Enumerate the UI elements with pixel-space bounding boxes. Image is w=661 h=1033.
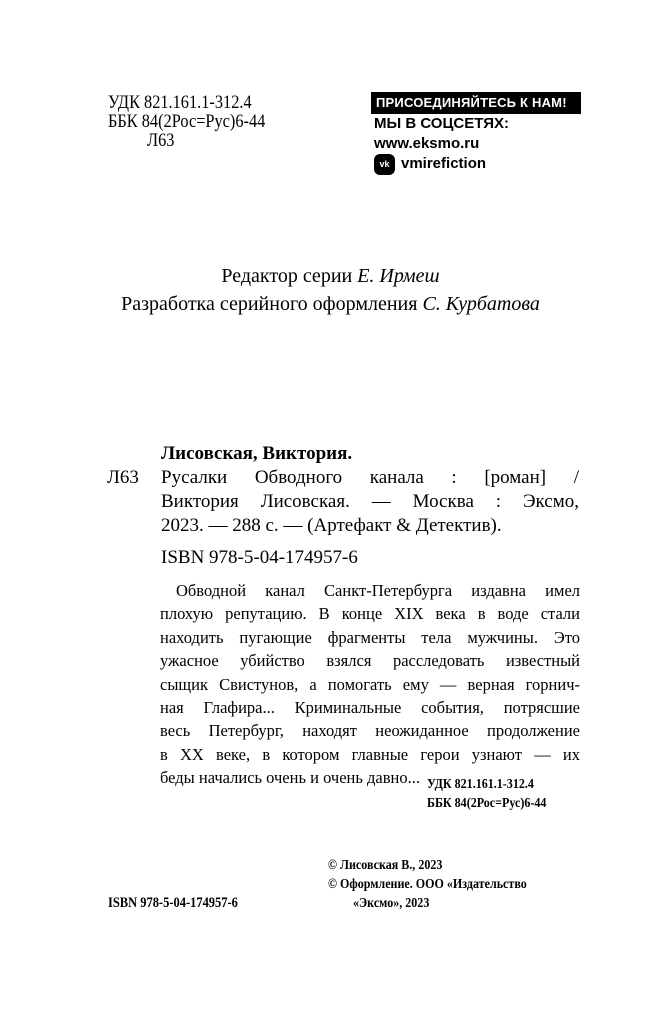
annotation-line: беды начались очень и очень давно...	[160, 768, 420, 788]
vk-handle[interactable]: vmirefiction	[401, 155, 487, 172]
author-heading: Лисовская, Виктория.	[161, 443, 353, 464]
bib-line-2: Виктория Лисовская. — Москва : Эксмо,	[161, 491, 579, 512]
annotation-line: весь Петербург, находят неожиданное продолжение	[160, 721, 580, 741]
bbk-code: ББК 84(2Рос=Рус)6-44	[108, 111, 266, 132]
social-networks-label: МЫ В СОЦСЕТЯХ:	[374, 115, 510, 132]
bib-author-mark: Л63	[107, 467, 139, 488]
bottom-udk-code: УДК 821.161.1-312.4	[427, 777, 534, 792]
author-mark: Л63	[147, 130, 175, 151]
annotation	[160, 579, 580, 790]
website-link[interactable]: www.eksmo.ru	[374, 135, 480, 152]
series-editor-line	[0, 265, 661, 288]
copyright-author: © Лисовская В., 2023	[328, 858, 443, 873]
udk-code: УДК 821.161.1-312.4	[108, 92, 252, 113]
bib-line-1: Русалки Обводного канала : [роман] /	[161, 467, 579, 488]
copyright-design: © Оформление. ООО «Издательство	[328, 877, 527, 892]
bottom-isbn: ISBN 978-5-04-174957-6	[108, 895, 238, 911]
series-editor-label: Редактор серии	[221, 265, 353, 287]
bottom-bbk-code: ББК 84(2Рос=Рус)6-44	[427, 796, 547, 811]
annotation-line: сыщик Свистунов, а помогать ему — верная горнич-	[160, 674, 580, 694]
series-editor-name: Е. Ирмеш	[357, 265, 440, 287]
series-design-name: С. Курбатова	[422, 293, 540, 315]
join-us-banner: ПРИСОЕДИНЯЙТЕСЬ К НАМ!	[371, 92, 581, 114]
bib-isbn: ISBN 978-5-04-174957-6	[161, 547, 358, 568]
bib-line-3: 2023. — 288 с. — (Артефакт & Детектив).	[161, 515, 502, 536]
vk-icon: vk	[374, 154, 395, 175]
series-design-line	[0, 293, 661, 316]
annotation-line: ужасное убийство взялся расследовать известный	[160, 651, 580, 671]
annotation-line: в XX веке, в котором главные герои узнают — их	[160, 744, 580, 764]
annotation-line: Обводной канал Санкт-Петербурга издавна имел	[176, 581, 580, 600]
annotation-line: плохую репутацию. В конце XIX века в воде стали	[160, 604, 580, 624]
annotation-line: ная Глафира... Криминальные события, потрясшие	[160, 698, 580, 718]
annotation-line: находить пугающие фрагменты тела мужчины. Это	[160, 627, 580, 647]
series-design-label: Разработка серийного оформления	[121, 293, 418, 315]
copyright-publisher: «Эксмо», 2023	[353, 896, 430, 911]
